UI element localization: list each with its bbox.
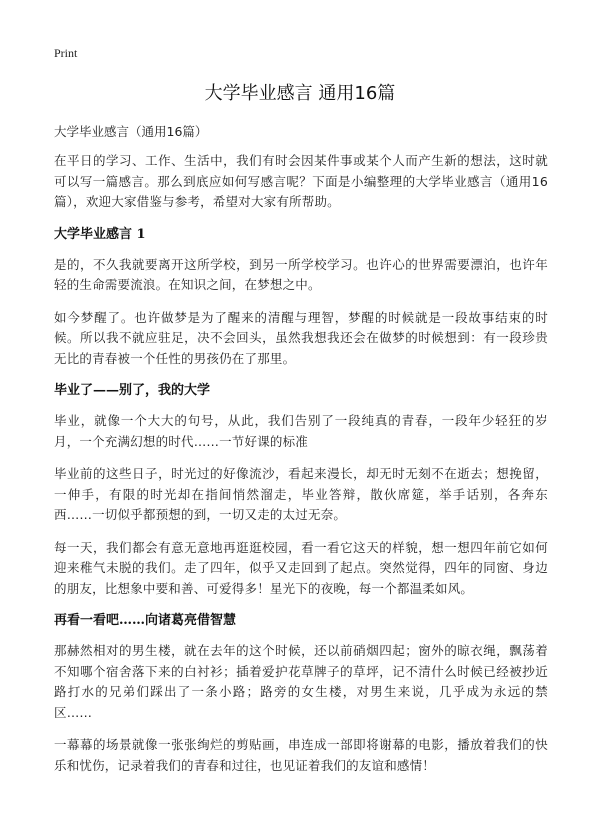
article-subtitle: 大学毕业感言（通用16篇） (54, 124, 208, 139)
print-link[interactable]: Print (54, 46, 78, 60)
section-paragraph: 毕业，就像一个大大的句号，从此，我们告别了一段纯真的青春，一段年少轻狂的岁月，一个充满幻想的时代……一节好课的标准 (54, 413, 548, 449)
section-1 (54, 225, 548, 370)
section-heading: 毕业了——别了，我的大学 (54, 383, 211, 398)
section-paragraph: 每一天，我们都会有意无意地再逛逛校园，看一看它这天的样貌，想一想四年前它如何迎来稚气未脱的我们。走了四年，似乎又走回到了起点。突然觉得，四年的同窗、身边的朋友，比想象中要和善、可爱得多！星光下的夜晚，每一个都温柔如风。 (54, 539, 548, 596)
section-paragraph: 是的，不久我就要离开这所学校，到另一所学校学习。也许心的世界需要漂泊，也许年轻的生命需要流浪。在知识之间，在梦想之中。 (54, 256, 548, 292)
intro-paragraph: 在平日的学习、工作、生活中，我们有时会因某件事或某个人而产生新的想法，这时就可以写一篇感言。那么到底应如何写感言呢？下面是小编整理的大学毕业感言（通用16篇），欢迎大家借鉴与参考，希望对大家有所帮助。 (54, 153, 548, 209)
section-2 (54, 381, 548, 599)
section-heading: 再看一看吧……向诸葛亮借智慧 (54, 613, 237, 628)
page-title: 大学毕业感言 通用16篇 (204, 83, 396, 104)
section-paragraph: 毕业前的这些日子，时光过的好像流沙，看起来漫长，却无时无刻不在逝去；想挽留，一伸手，有限的时光却在指间悄然溜走，毕业答辩，散伙席筵，举手话别，各奔东西……一切似乎都预想的到，一切又走的太过无奈。 (54, 466, 548, 522)
section-heading: 大学毕业感言 1 (54, 226, 146, 242)
section-paragraph: 那赫然相对的男生楼，就在去年的这个时候，还以前硝烟四起；窗外的晾衣绳，飘荡着不知哪个宿舍落下来的白衬衫；插着爱护花草牌子的草坪，记不清什么时候已经被抄近路打水的兄弟们踩出了一条小路；路旁的女生楼，对男生来说，几乎成为永远的禁区…… (54, 643, 548, 720)
article-body (54, 122, 548, 788)
section-paragraph: 如今梦醒了。也许做梦是为了醒来的清醒与理智，梦醒的时候就是一段故事结束的时候。所以我不就应驻足，决不会回头，虽然我想我还会在做梦的时候想到：有一段珍贵无比的青春被一个任性的男孩仍在了那里。 (54, 309, 548, 366)
section-paragraph: 一幕幕的场景就像一张张绚烂的剪贴画，串连成一部即将谢幕的电影，播放着我们的快乐和忧伤，记录着我们的青春和过往，也见证着我们的友谊和感情！ (54, 737, 548, 773)
section-3 (54, 611, 548, 776)
